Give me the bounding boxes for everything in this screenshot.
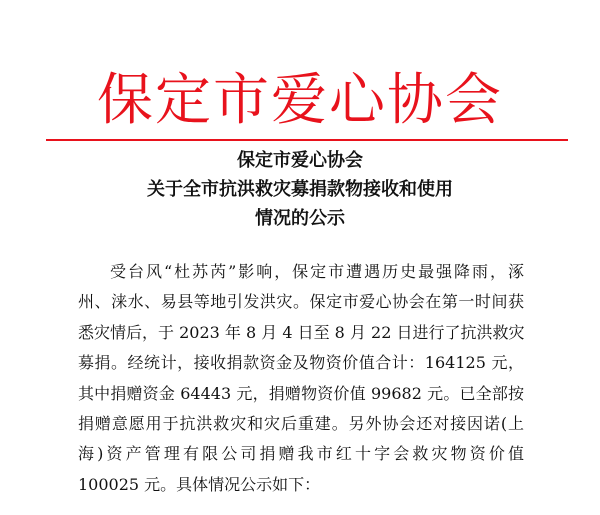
notice-title xyxy=(0,146,600,233)
body-line: 州、涞水、易县等地引发洪灾。保定市爱心协会在第一时间获 xyxy=(78,292,524,312)
body-line: 海)资产管理有限公司捐赠我市红十字会救灾物资价值 xyxy=(78,444,524,464)
body-line: 捐赠意愿用于抗洪救灾和灾后重建。另外协会还对接因诺(上 xyxy=(78,414,524,434)
notice-title-line: 关于全市抗洪救灾募捐款物接收和使用 xyxy=(147,179,453,200)
notice-title-line: 保定市爱心协会 xyxy=(237,150,363,171)
org-masthead: 保定市爱心协会 xyxy=(97,68,503,133)
notice-title-line: 情况的公示 xyxy=(255,208,345,229)
body-line: 悉灾情后，于 2023 年 8 月 4 日至 8 月 22 日进行了抗洪救灾 xyxy=(78,322,525,342)
notice-body xyxy=(78,257,524,500)
body-line: 募捐。经统计，接收捐款资金及物资价值合计：164125 元， xyxy=(78,353,524,373)
body-line: 其中捐赠资金 64443 元，捐赠物资价值 99682 元。已全部按 xyxy=(78,383,524,403)
red-divider-rule xyxy=(46,139,568,141)
body-line: 100025 元。具体情况公示如下： xyxy=(78,474,321,494)
body-line: 受台风“杜苏芮”影响，保定市遭遇历史最强降雨，涿 xyxy=(110,262,524,281)
